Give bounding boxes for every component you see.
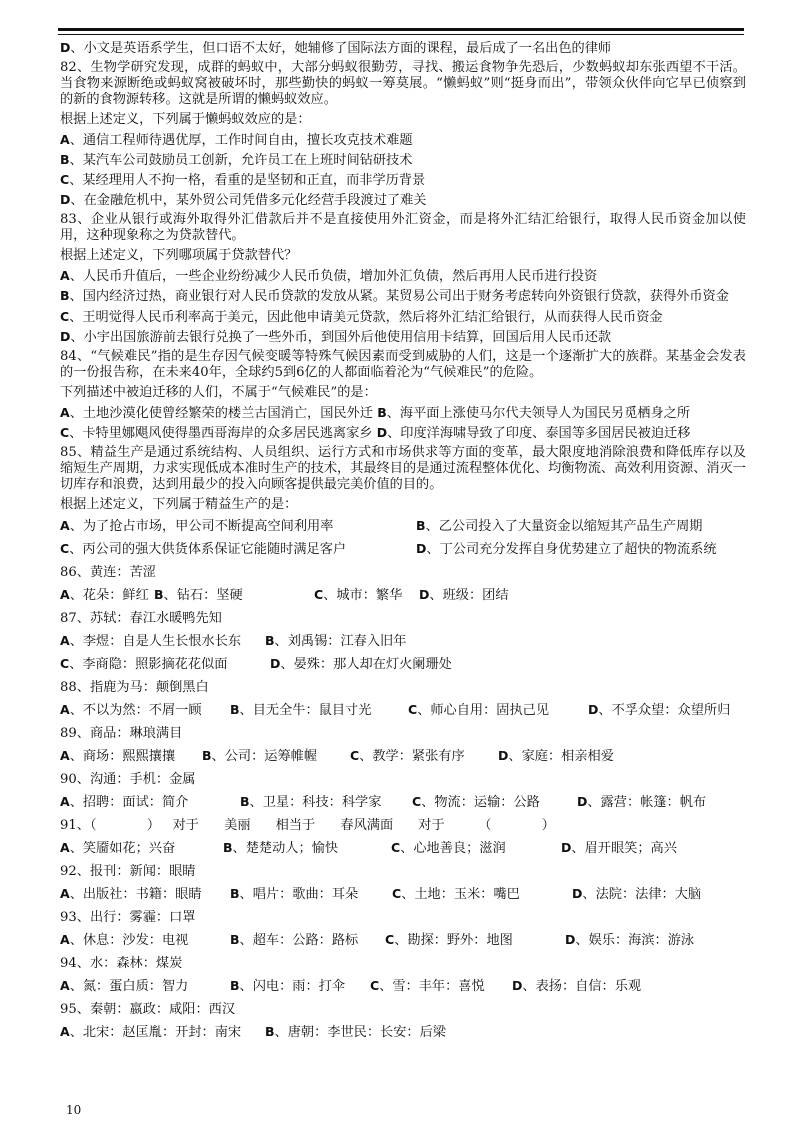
q82-option-a: A、通信工程师待遇优厚，工作时间自由，擅长攻克技术难题: [60, 132, 413, 148]
q82-question: 根据上述定义，下列属于懒蚂蚁效应的是：: [60, 112, 311, 127]
q88-options: A、不以为然：不屑一顾 B、目无全牛：鼠目寸光 C、师心自用：固执己见 D、不孚众望：众望所归: [60, 702, 731, 718]
q95-options: A、北宋：赵匡胤：开封：南宋 B、唐朝：李世民：长安：后梁: [60, 1024, 446, 1040]
q81-option-d: D、小文是英语系学生，但口语不太好，她辅修了国际法方面的课程，最后成了一名出色的律师: [60, 40, 612, 56]
q91-options: A、笑靥如花；兴奋 B、楚楚动人；愉快 C、心地善良；滋润 D、眉开眼笑；高兴: [60, 840, 677, 856]
q92-stem: 92、报刊：新闻：眼睛: [60, 863, 196, 879]
q85-option-c: C、丙公司的强大供货体系保证它能随时满足客户: [60, 541, 347, 557]
q85-question: 根据上述定义，下列属于精益生产的是：: [60, 497, 298, 512]
q85-option-b: B、乙公司投入了大量资金以缩短其产品生产周期: [416, 518, 703, 534]
q84-options-cd: C、卡特里娜飓风使得墨西哥海岸的众多居民逃离家乡 D、印度洋海啸导致了印度、泰国等多国居民被迫迁移: [60, 425, 691, 441]
header-rule-thick: [58, 28, 744, 31]
q83-option-d: D、小宇出国旅游前去银行兑换了一些外币，到国外后他使用信用卡结算，回国后用人民币还款: [60, 329, 612, 345]
q92-options: A、出版社：书籍：眼睛 B、唱片：歌曲：耳朵 C、土地：玉米：嘴巴 D、法院：法律：大脑: [60, 886, 702, 902]
q86-stem: 86、黄连：苦涩: [60, 564, 156, 580]
q91-stem: 91、（ ） 对于 美丽 相当于 春风满面 对于 （ ）: [60, 817, 555, 833]
q88-stem: 88、指鹿为马：颠倒黑白: [60, 679, 209, 695]
q87-options-ab: A、李煜：自是人生长恨水长东 B、刘禹锡：江春入旧年: [60, 633, 407, 649]
q83-question: 根据上述定义，下列哪项属于贷款替代？: [60, 248, 298, 263]
q82-option-b: B、某汽车公司鼓励员工创新，允许员工在上班时间钻研技术: [60, 152, 413, 168]
q84-question: 下列描述中被迫迁移的人们，不属于“气候难民”的是：: [60, 385, 377, 400]
q94-options: A、氮：蛋白质：智力 B、闪电：雨：打伞 C、雪：丰年：喜悦 D、表扬：自信：乐观: [60, 978, 642, 994]
q82-stem: 82、生物学研究发现，成群的蚂蚁中，大部分蚂蚁很勤劳，寻找、搬运食物争先恐后，少数蚂蚁却东张西望不干活。当食物来源断绝或蚂蚁窝被破坏时，那些勤快的蚂蚁一筹莫展。“懒蚂蚁”则“挺身而出”，带领众伙伴向它早已侦察到的新的食物源转移。这就是所谓的懒蚂蚁效应。: [60, 60, 746, 107]
q87-stem: 87、苏轼：春江水暖鸭先知: [60, 610, 222, 626]
page-number: 10: [66, 1103, 82, 1117]
q87-options-cd: C、李商隐：照影摘花花似面 D、晏殊：那人却在灯火阑珊处: [60, 656, 452, 672]
q90-options: A、招聘：面试：简介 B、卫星：科技：科学家 C、物流：运输：公路 D、露营：帐篷：帆布: [60, 794, 707, 810]
q85-option-a: A、为了抢占市场，甲公司不断提高空间利用率: [60, 518, 334, 534]
q83-option-b: B、国内经济过热，商业银行对人民币贷款的发放从紧。某贸易公司出于财务考虑转向外资银行贷款，获得外币资金: [60, 288, 729, 304]
q93-stem: 93、出行：雾霾：口罩: [60, 909, 196, 925]
q83-option-c: C、王明觉得人民币利率高于美元，因此他申请美元贷款，然后将外汇结汇给银行，从而获得人民币资金: [60, 309, 663, 325]
q86-options: A、花朵：鲜红 B、钻石：坚硬 C、城市：繁华 D、班级：团结: [60, 587, 509, 603]
q82-option-c: C、某经理用人不拘一格，看重的是坚韧和正直，而非学历背景: [60, 172, 426, 188]
q83-option-a: A、人民币升值后，一些企业纷纷减少人民币负债，增加外汇负债，然后再用人民币进行投资: [60, 268, 598, 284]
page-content: [60, 38, 746, 1044]
q85-option-d: D、丁公司充分发挥自身优势建立了超快的物流系统: [416, 541, 717, 557]
q84-stem: 84、“气候难民”指的是生存因气候变暖等特殊气候因素而受到威胁的人们，这是一个逐渐扩大的族群。某基金会发表的一份报告称，在未来40年，全球约5到6亿的人都面临着沦为“气候难民”的危险。: [60, 349, 746, 380]
q90-stem: 90、沟通：手机：金属: [60, 771, 196, 787]
q85-stem: 85、精益生产是通过系统结构、人员组织、运行方式和市场供求等方面的变革，最大限度地消除浪费和降低库存以及缩短生产周期，力求实现低成本准时生产的技术，其最终目的是通过流程整体优化、均衡物流、高效利用资源、消灭一切库存和浪费，达到用最少的投入向顾客提供最完美价值的目的。: [60, 445, 746, 492]
q89-options: A、商场：熙熙攘攘 B、公司：运筹帷幄 C、教学：紧张有序 D、家庭：相亲相爱: [60, 748, 614, 764]
q94-stem: 94、水：森林：煤炭: [60, 955, 183, 971]
q93-options: A、休息：沙发：电视 B、超车：公路：路标 C、勘探：野外：地图 D、娱乐：海滨：游泳: [60, 932, 695, 948]
header-rule-thin: [58, 34, 744, 35]
q84-options-ab: A、土地沙漠化使曾经繁荣的楼兰古国消亡，国民外迁 B、海平面上涨使马尔代夫领导人为国民另觅栖身之所: [60, 405, 691, 421]
q82-option-d: D、在金融危机中，某外贸公司凭借多元化经营手段渡过了难关: [60, 192, 427, 208]
q85-options-ab: [60, 515, 746, 538]
q89-stem: 89、商品：琳琅满目: [60, 725, 183, 741]
q85-options-cd: [60, 538, 746, 561]
q95-stem: 95、秦朝：嬴政：咸阳：西汉: [60, 1001, 236, 1017]
q83-stem: 83、企业从银行或海外取得外汇借款后并不是直接使用外汇资金，而是将外汇结汇给银行，取得人民币资金加以使用，这种现象称之为贷款替代。: [60, 212, 746, 243]
